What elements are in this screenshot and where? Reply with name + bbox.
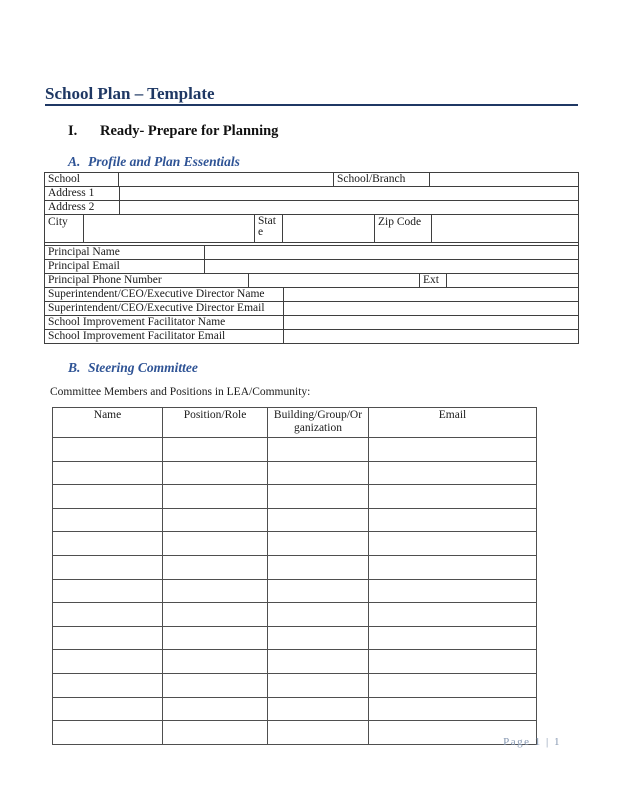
committee-row bbox=[53, 697, 537, 721]
committee-cell[interactable] bbox=[369, 650, 537, 674]
address2-field[interactable] bbox=[119, 201, 578, 214]
committee-col-header-position: Position/Role bbox=[163, 408, 268, 438]
table-row bbox=[45, 246, 578, 260]
committee-cell[interactable] bbox=[163, 508, 268, 532]
facilitator-email-field[interactable] bbox=[283, 330, 578, 343]
facilitator-name-label: School Improvement Facilitator Name bbox=[48, 316, 226, 328]
committee-row bbox=[53, 603, 537, 627]
committee-cell[interactable] bbox=[369, 579, 537, 603]
principal-name-label: Principal Name bbox=[48, 246, 120, 258]
facilitator-email-label: School Improvement Facilitator Email bbox=[48, 330, 226, 342]
subsection-b-title: Steering Committee bbox=[88, 360, 198, 375]
zip-field[interactable] bbox=[431, 215, 578, 242]
address1-label: Address 1 bbox=[48, 187, 95, 199]
committee-cell[interactable] bbox=[53, 579, 163, 603]
committee-cell[interactable] bbox=[163, 673, 268, 697]
table-row bbox=[45, 201, 578, 215]
subsection-a-number: A. bbox=[68, 154, 81, 169]
committee-cell[interactable] bbox=[53, 508, 163, 532]
committee-cell[interactable] bbox=[369, 626, 537, 650]
committee-row bbox=[53, 555, 537, 579]
table-row bbox=[45, 302, 578, 316]
subsection-a-heading bbox=[68, 154, 578, 169]
committee-cell[interactable] bbox=[163, 579, 268, 603]
principal-phone-label: Principal Phone Number bbox=[48, 274, 162, 286]
address1-field[interactable] bbox=[119, 187, 578, 200]
committee-cell[interactable] bbox=[53, 603, 163, 627]
committee-cell[interactable] bbox=[268, 650, 369, 674]
page-number bbox=[503, 736, 561, 748]
table-row bbox=[45, 288, 578, 302]
committee-cell[interactable] bbox=[163, 438, 268, 462]
committee-cell[interactable] bbox=[53, 438, 163, 462]
committee-cell[interactable] bbox=[163, 485, 268, 509]
committee-intro-text: Committee Members and Positions in LEA/Community: bbox=[50, 386, 311, 398]
committee-cell[interactable] bbox=[268, 626, 369, 650]
committee-cell[interactable] bbox=[369, 532, 537, 556]
committee-cell[interactable] bbox=[369, 485, 537, 509]
table-row bbox=[45, 260, 578, 274]
committee-row bbox=[53, 438, 537, 462]
table-row bbox=[45, 187, 578, 201]
committee-cell[interactable] bbox=[268, 697, 369, 721]
profile-table bbox=[44, 172, 579, 344]
committee-row bbox=[53, 508, 537, 532]
committee-row bbox=[53, 532, 537, 556]
committee-cell[interactable] bbox=[369, 461, 537, 485]
committee-row bbox=[53, 461, 537, 485]
section-title: Ready- Prepare for Planning bbox=[100, 123, 279, 139]
committee-cell[interactable] bbox=[53, 626, 163, 650]
committee-cell[interactable] bbox=[163, 721, 268, 745]
committee-table-body bbox=[53, 438, 537, 745]
superintendent-email-field[interactable] bbox=[283, 302, 578, 315]
ext-label: Ext bbox=[419, 274, 446, 287]
superintendent-name-field[interactable] bbox=[283, 288, 578, 301]
committee-cell[interactable] bbox=[268, 461, 369, 485]
committee-cell[interactable] bbox=[53, 532, 163, 556]
city-field[interactable] bbox=[83, 215, 254, 242]
committee-cell[interactable] bbox=[53, 461, 163, 485]
committee-cell[interactable] bbox=[268, 532, 369, 556]
committee-col-header-organization: Building/Group/Organization bbox=[268, 408, 369, 438]
school-branch-field[interactable] bbox=[429, 173, 578, 186]
committee-cell[interactable] bbox=[53, 650, 163, 674]
committee-row bbox=[53, 673, 537, 697]
committee-row bbox=[53, 650, 537, 674]
facilitator-name-field[interactable] bbox=[283, 316, 578, 329]
state-field[interactable] bbox=[282, 215, 374, 242]
committee-cell[interactable] bbox=[369, 697, 537, 721]
committee-cell[interactable] bbox=[268, 485, 369, 509]
table-row bbox=[45, 330, 578, 343]
committee-cell[interactable] bbox=[268, 555, 369, 579]
committee-row bbox=[53, 579, 537, 603]
committee-cell[interactable] bbox=[163, 626, 268, 650]
page-number-label: Page bbox=[503, 736, 531, 748]
committee-row bbox=[53, 626, 537, 650]
school-label: School bbox=[48, 173, 80, 185]
school-field[interactable] bbox=[118, 173, 333, 186]
document-title: School Plan – Template bbox=[45, 84, 578, 106]
school-branch-label: School/Branch bbox=[333, 173, 429, 186]
committee-cell[interactable] bbox=[369, 438, 537, 462]
superintendent-email-label: Superintendent/CEO/Executive Director Email bbox=[48, 302, 265, 314]
committee-col-header-email: Email bbox=[369, 408, 537, 438]
table-row bbox=[45, 173, 578, 187]
committee-cell[interactable] bbox=[53, 673, 163, 697]
committee-row bbox=[53, 485, 537, 509]
committee-row bbox=[53, 721, 537, 745]
address2-label: Address 2 bbox=[48, 201, 95, 213]
committee-cell[interactable] bbox=[53, 697, 163, 721]
subsection-a-title: Profile and Plan Essentials bbox=[88, 154, 240, 169]
superintendent-name-label: Superintendent/CEO/Executive Director Name bbox=[48, 288, 265, 300]
committee-cell[interactable] bbox=[53, 555, 163, 579]
zip-label: Zip Code bbox=[374, 215, 431, 242]
committee-header-row bbox=[53, 408, 537, 438]
ext-field[interactable] bbox=[446, 274, 578, 287]
committee-cell[interactable] bbox=[163, 555, 268, 579]
committee-table bbox=[52, 407, 537, 745]
committee-cell[interactable] bbox=[268, 508, 369, 532]
committee-col-header-name: Name bbox=[53, 408, 163, 438]
committee-cell[interactable] bbox=[268, 603, 369, 627]
committee-cell[interactable] bbox=[369, 673, 537, 697]
committee-cell[interactable] bbox=[163, 532, 268, 556]
principal-email-label: Principal Email bbox=[48, 260, 120, 272]
committee-cell[interactable] bbox=[163, 697, 268, 721]
state-label: State bbox=[254, 215, 282, 242]
subsection-b-number: B. bbox=[68, 360, 81, 375]
table-row bbox=[45, 316, 578, 330]
section-number: I. bbox=[68, 123, 78, 139]
section-heading bbox=[68, 123, 578, 139]
city-label: City bbox=[48, 216, 68, 228]
committee-cell[interactable] bbox=[369, 508, 537, 532]
principal-email-field[interactable] bbox=[204, 260, 578, 273]
committee-cell[interactable] bbox=[369, 603, 537, 627]
committee-cell[interactable] bbox=[369, 555, 537, 579]
committee-cell[interactable] bbox=[53, 721, 163, 745]
committee-cell[interactable] bbox=[268, 438, 369, 462]
principal-name-field[interactable] bbox=[204, 246, 578, 259]
committee-cell[interactable] bbox=[163, 461, 268, 485]
committee-cell[interactable] bbox=[53, 485, 163, 509]
committee-cell[interactable] bbox=[268, 579, 369, 603]
subsection-b-heading bbox=[68, 360, 578, 375]
committee-cell[interactable] bbox=[163, 603, 268, 627]
committee-cell[interactable] bbox=[268, 673, 369, 697]
principal-phone-field[interactable] bbox=[248, 274, 419, 287]
committee-cell[interactable] bbox=[268, 721, 369, 745]
page-number-value: 1 | 1 bbox=[534, 736, 561, 748]
committee-cell[interactable] bbox=[163, 650, 268, 674]
table-row bbox=[45, 215, 578, 243]
table-row bbox=[45, 274, 578, 288]
